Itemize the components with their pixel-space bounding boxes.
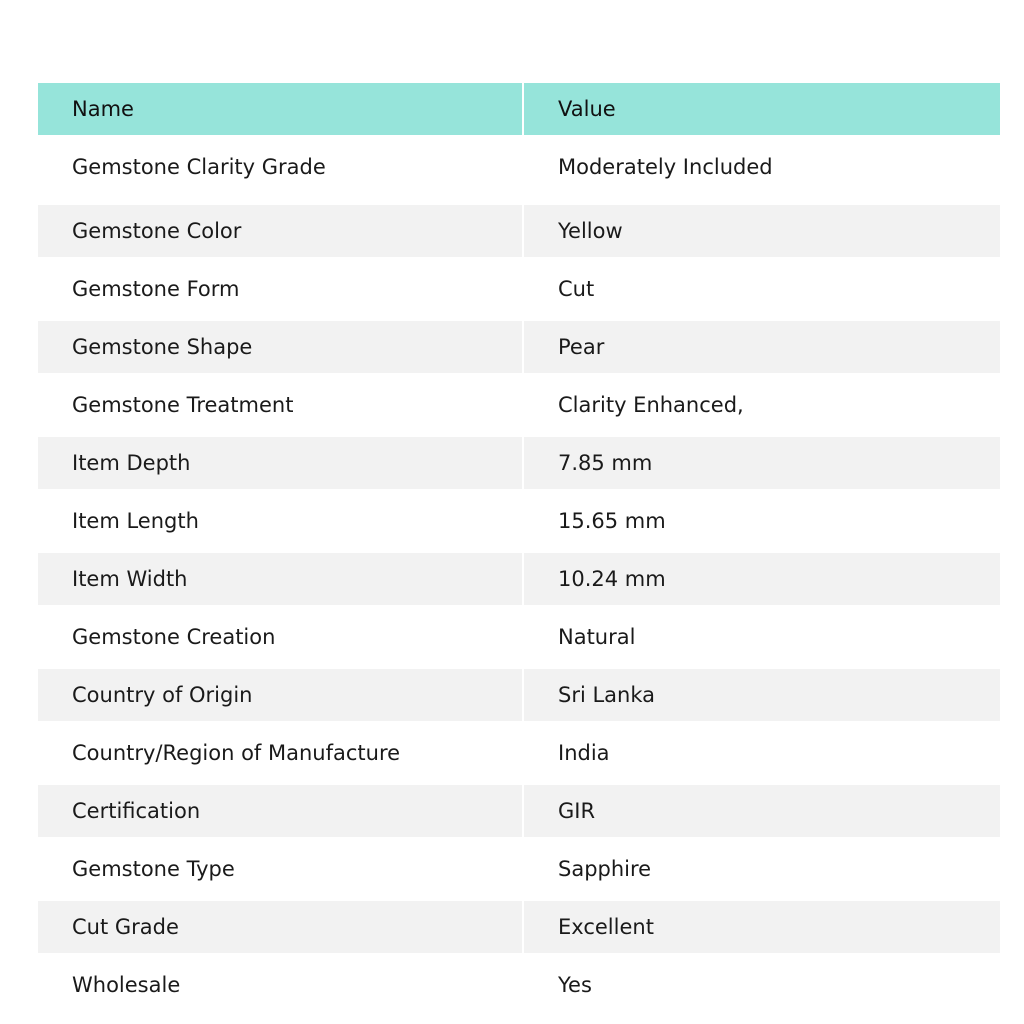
table-row (38, 840, 1000, 898)
specifications-table (38, 83, 1000, 1011)
row-value: GIR (523, 782, 1000, 840)
row-name: Country of Origin (38, 666, 523, 724)
row-name: Gemstone Creation (38, 608, 523, 666)
header-row (38, 83, 1000, 135)
row-value: India (558, 741, 610, 765)
column-header-value: Value (523, 83, 1000, 135)
row-value: Clarity Enhanced, (558, 393, 744, 417)
table-row (38, 782, 1000, 840)
table-row (38, 376, 1000, 434)
row-value: 15.65 mm (558, 509, 666, 533)
row-name: Item Length (38, 492, 523, 550)
row-name: Item Depth (38, 434, 523, 492)
table-row (38, 608, 1000, 666)
table-row (38, 434, 1000, 492)
row-value: 10.24 mm (523, 550, 1000, 608)
table-row (38, 898, 1000, 956)
table-row (38, 318, 1000, 376)
row-name: Gemstone Form (38, 260, 523, 318)
row-name: Gemstone Clarity Grade (38, 135, 523, 202)
table-body (38, 135, 1000, 1011)
row-value: Yes (558, 973, 592, 997)
row-name: Gemstone Shape (38, 318, 523, 376)
row-value: Sapphire (558, 857, 652, 881)
table-row (38, 492, 1000, 550)
row-value: Moderately Included (558, 155, 773, 179)
table-row (38, 202, 1000, 260)
row-value: Yellow (523, 202, 1000, 260)
table-header (38, 83, 1000, 135)
row-value: Pear (523, 318, 1000, 376)
table-row (38, 724, 1000, 782)
table-row (38, 550, 1000, 608)
row-name: Gemstone Treatment (38, 376, 523, 434)
row-value: Natural (558, 625, 636, 649)
row-name: Gemstone Type (38, 840, 523, 898)
table-row (38, 135, 1000, 202)
table-row (38, 666, 1000, 724)
row-value: 7.85 mm (523, 434, 1000, 492)
table-row (38, 956, 1000, 1011)
row-name: Certification (38, 782, 523, 840)
row-value: Excellent (523, 898, 1000, 956)
table-row (38, 260, 1000, 318)
row-name: Cut Grade (38, 898, 523, 956)
row-value: Cut (558, 277, 595, 301)
row-name: Gemstone Color (38, 202, 523, 260)
row-value: Sri Lanka (523, 666, 1000, 724)
column-header-name: Name (38, 83, 523, 135)
row-name: Wholesale (38, 956, 523, 1011)
row-name: Country/Region of Manufacture (38, 724, 523, 782)
row-name: Item Width (38, 550, 523, 608)
